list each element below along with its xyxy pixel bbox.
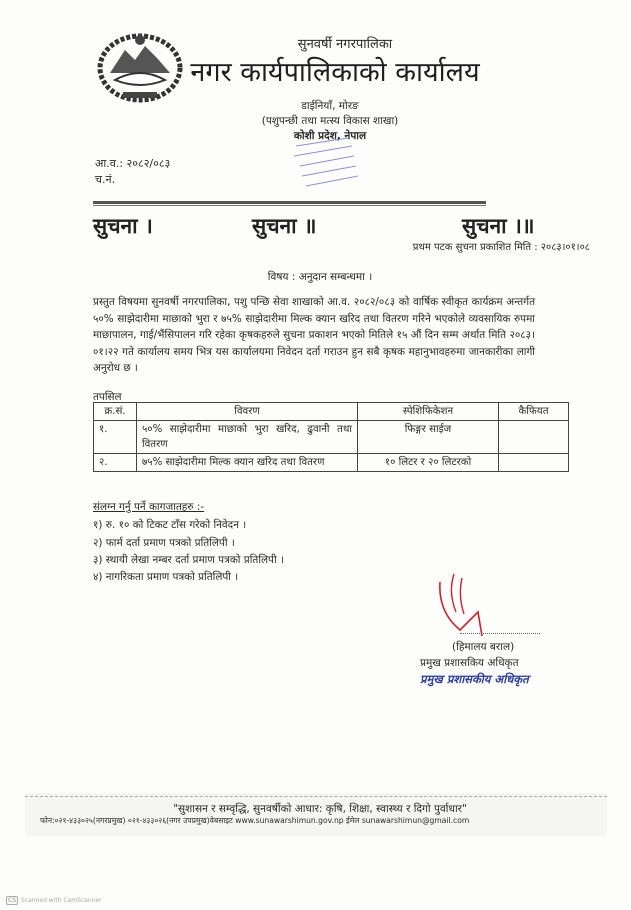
attachment-item: १) रु. १० को टिकट टाँस गरेको निवेदन ।	[93, 519, 247, 531]
cell-description: ५०% साझेदारीमा माछाको भुरा खरिद, ढुवानी तथा वितरण	[137, 421, 358, 454]
signature-line	[460, 633, 540, 634]
publication-date: प्रथम पटक सुचना प्रकाशित मिति : २०८३।०१।०८	[412, 242, 590, 253]
details-heading: तपसिल	[93, 391, 122, 403]
subject-line: विषय : अनुदान सम्बन्धमा ।	[267, 271, 373, 283]
notice-label-2: सुचना ॥	[252, 214, 317, 238]
header-divider	[93, 201, 486, 204]
office-stamp-icon	[288, 136, 362, 194]
cell-sn: १.	[94, 421, 137, 454]
signature-icon	[430, 572, 510, 636]
table-row	[94, 454, 569, 472]
footer-contact: फोन:०२१-४३३०२५(नगरप्रमुख) ०२१-४३३०२६(नगर उपप्रमुख)वेबसाइट www.sunawarshimun.gov.np ईमेल sunawarshimun@gmail.com	[40, 816, 470, 825]
cell-remarks	[499, 454, 569, 472]
scanner-watermark-text: Scanned with CamScanner	[21, 897, 102, 904]
signatory-stamp: प्रमुख प्रशासकीय अधिकृत	[420, 672, 529, 686]
camscanner-icon: CS	[8, 897, 16, 904]
attachment-item: ४) नागरिकता प्रमाण पत्रको प्रतिलिपी ।	[93, 571, 239, 583]
col-header-description: विवरण	[137, 403, 358, 421]
attachment-item: ३) स्थायी लेखा नम्बर दर्ता प्रमाण पत्रको प्रतिलिपी ।	[93, 554, 284, 566]
scanner-watermark	[6, 896, 102, 905]
nepal-emblem-icon	[95, 28, 185, 103]
cell-remarks	[499, 421, 569, 454]
signatory-title: प्रमुख प्रशासकिय अधिकृत	[420, 657, 519, 669]
notice-label-3: सुचना ।॥	[462, 214, 535, 238]
notice-body: प्रस्तुत विषयमा सुनवर्षी नगरपालिका, पशु पन्छि सेवा शाखाको आ.व. २०८२/०८३ को वार्षिक स्वीकृत कार्यक्रम अन्तर्गत ५०% साझेदारीमा माछाको भुरा र ७५% साझेदारीमा मिल्क क्यान खरिद तथा वितरण गरिने भएकोले व्यवसायिक रुपमा माछापालन, गाई/भैंसिपालन गरि रहेका कृषकहरुले सुचना प्रकाशन भएको मितिले १५ औं दिन सम्म अर्थात मिति २०८३।०१।२२ गते कार्यालय समय भित्र यस कार्यालयमा निवेदन दर्ता गराउन हुन सबै कृषक महानुभावहरुमा जानकारीका लागी अनुरोध छ ।	[93, 296, 535, 374]
col-header-specification: स्पेशिफिकेशन	[358, 403, 499, 421]
address-line-1: डाईनियाँ, मोरङ	[301, 100, 359, 112]
cell-specification: १० लिटर र २० लिटरको	[358, 454, 499, 472]
signatory-name: (हिमालय बराल)	[452, 641, 515, 653]
header-divider-thin	[93, 205, 486, 206]
footer-motto: "सुशासन र सम्वृद्धि, सुनवर्षीको आधार: कृषि, शिक्षा, स्वास्थ्य र दिगो पुर्वाधार"	[173, 803, 467, 815]
address-line-3: कोशी प्रदेश, नेपाल	[293, 130, 367, 142]
attachments-heading: संलग्न गर्नु पर्ने कागजातहरु :-	[93, 501, 205, 513]
cell-specification: फिङ्गर साईज	[358, 421, 499, 454]
municipality-name: सुनवर्षी नगरपालिका	[297, 37, 393, 52]
office-title: नगर कार्यपालिकाको कार्यालय	[190, 57, 480, 88]
attachment-item: २) फार्म दर्ता प्रमाण पत्रको प्रतिलिपी ।	[93, 537, 235, 549]
address-line-2: (पशुपन्छी तथा मत्स्य विकास शाखा)	[261, 115, 399, 127]
table-row	[94, 421, 569, 454]
reference-number: च.नं.	[95, 173, 116, 186]
cell-description: ७५% साझेदारीमा मिल्क क्यान खरिद तथा वितरण	[137, 454, 358, 472]
col-header-sn: क्र.सं.	[94, 403, 137, 421]
items-table	[93, 402, 569, 472]
notice-label-1: सुचना ।	[93, 214, 153, 238]
cell-sn: २.	[94, 454, 137, 472]
fiscal-year: आ.व.: २०८२/०८३	[95, 157, 171, 170]
col-header-remarks: कैफियत	[499, 403, 569, 421]
table-header-row	[94, 403, 569, 421]
footer-divider	[25, 796, 607, 797]
